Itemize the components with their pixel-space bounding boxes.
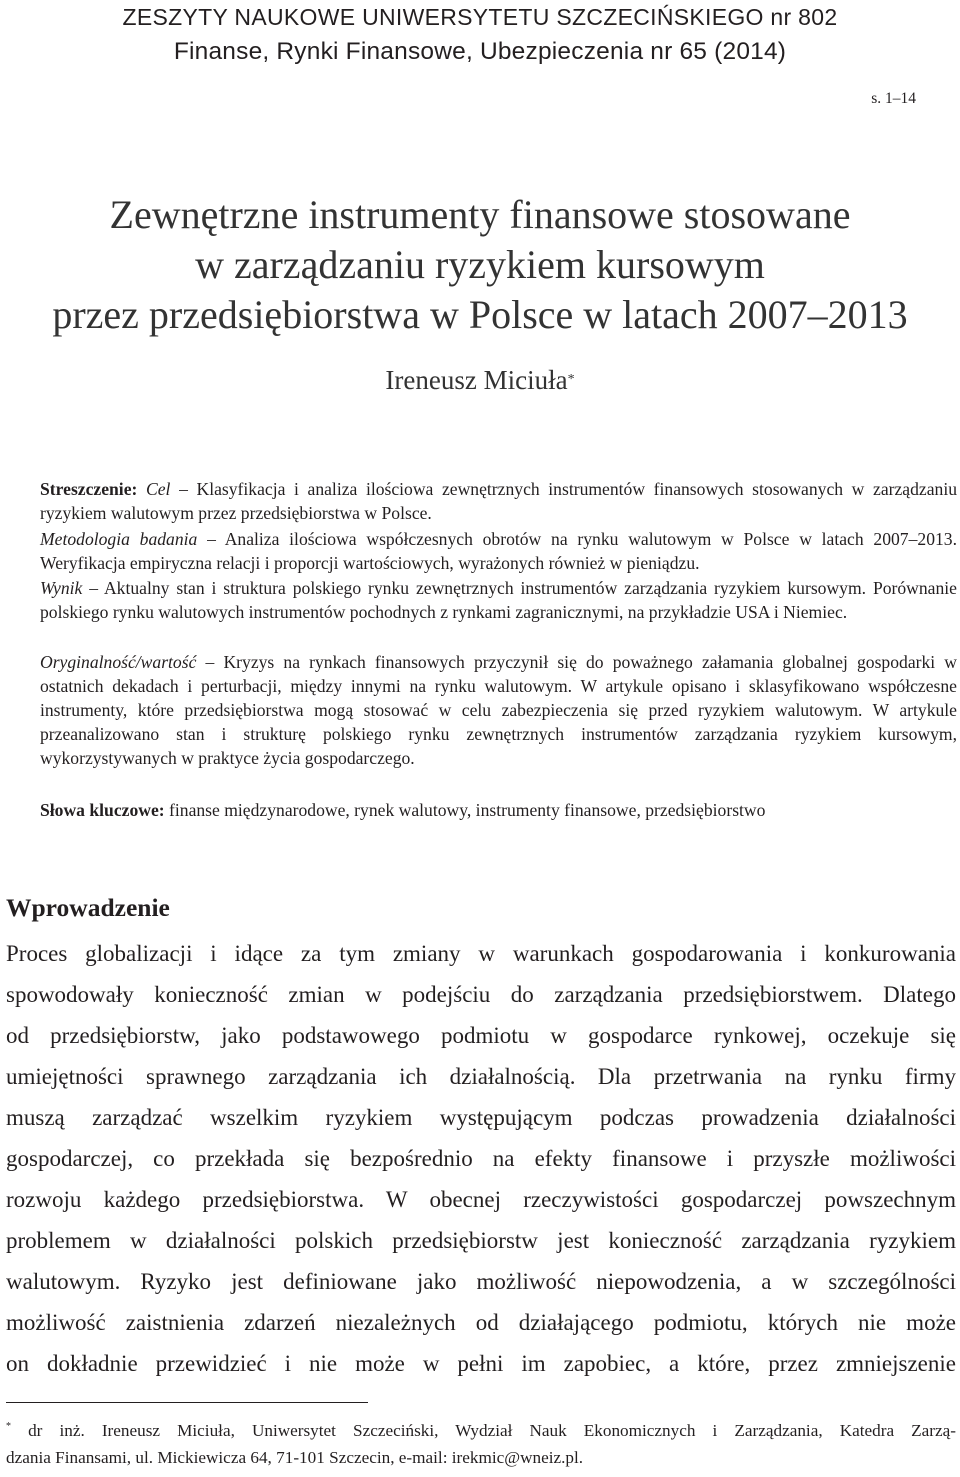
intro-line: spowodowały konieczność zmian w podejściu do zarządzania przedsiębiorstwem. Dlatego <box>6 982 956 1007</box>
intro-line: Proces globalizacji i idące za tym zmiany w warunkach gospodarowania i konkurowania <box>6 941 956 966</box>
article-title-line-3: przez przedsiębiorstwa w Polsce w latach 2007–2013 <box>52 292 908 337</box>
dash: – <box>207 529 216 549</box>
footnote-mark: * <box>6 1421 11 1432</box>
originality-label: Oryginalność/wartość <box>40 652 197 672</box>
keywords <box>40 798 957 822</box>
section-heading: Wprowadzenie <box>6 893 170 922</box>
dash: – <box>89 578 99 598</box>
footnote-divider <box>6 1402 368 1403</box>
intro-line: muszą zarządzać wszelkim ryzykiem występującym podczas prowadzenia działalności <box>6 1105 956 1130</box>
intro-line: walutowym. Ryzyko jest definiowane jako możliwość niepowodzenia, a w szczególności <box>6 1269 956 1294</box>
aim-label: Cel <box>146 479 171 499</box>
footnote-line-1 <box>6 1421 956 1441</box>
intro-line: problemem w działalności polskich przedsiębiorstw jest konieczność zarządzania ryzykiem <box>6 1228 956 1253</box>
intro-line: rozwoju każdego przedsiębiorstwa. W obecnej rzeczywistości gospodarczej powszechnym <box>6 1187 956 1212</box>
dash: – <box>205 652 215 672</box>
intro-line: umiejętności sprawnego zarządzania ich działalnością. Dla przetrwania na rynku firmy <box>6 1064 956 1089</box>
abstract-result <box>40 576 957 624</box>
footnote-text-1: dr inż. Ireneusz Miciuła, Uniwersytet Szczeciński, Wydział Nauk Ekonomicznych i Zarządzania, Katedra Zarzą- <box>28 1421 956 1440</box>
article-title-line-2: w zarządzaniu ryzykiem kursowym <box>195 242 765 287</box>
journal-subtitle: Finanse, Rynki Finansowe, Ubezpieczenia nr 65 (2014) <box>173 38 787 65</box>
dash: – <box>179 479 188 499</box>
methodology-label: Metodologia badania <box>40 529 198 549</box>
keywords-label: Słowa kluczowe: <box>40 800 165 820</box>
author-footnote-mark: * <box>567 372 575 387</box>
intro-line: gospodarczej, co przekłada się bezpośrednio na efekty finansowe i przyszłe możliwości <box>6 1146 956 1171</box>
intro-line: on dokładnie przewidzieć i nie może w pełni im zapobiec, a które, przez zmniejszenie <box>6 1351 956 1376</box>
abstract-label: Streszczenie: <box>40 479 138 499</box>
article-title-line-1: Zewnętrzne instrumenty finansowe stosowane <box>109 192 851 237</box>
page-range: s. 1–14 <box>871 90 916 107</box>
abstract-aim <box>40 477 957 525</box>
methodology-text: Analiza ilościowa współczesnych obrotów na rynku walutowym w Polsce w latach 2007–2013. Weryfikacja empiryczna relacji i proporcji wartościowych, wyrażonych również w pieniądzu. <box>40 529 957 573</box>
originality-text: Kryzys na rynkach finansowych przyczynił się do poważnego załamania globalnej gospodarki w ostatnich dekadach i perturbacji, między innymi na rynku walutowym. W artykule opisano i sklasyfikowano współczesne instrumenty, które przedsiębiorstwa mogą stosować w celu zabezpieczenia się przed ryzykiem walutowym. W artykule przeanalizowano stan i strukturę polskiego rynku zewnętrznych instrumentów zarządzania ryzykiem kursowym, wykorzystywanych w praktyce życia gospodarczego. <box>40 652 958 768</box>
journal-title: ZESZYTY NAUKOWE UNIWERSYTETU SZCZECIŃSKIEGO nr 802 <box>122 4 838 30</box>
footnote-line-2: dzania Finansami, ul. Mickiewicza 64, 71-101 Szczecin, e-mail: irekmic@wneiz.pl. <box>6 1448 584 1467</box>
result-text: Aktualny stan i struktura polskiego rynku zewnętrznych instrumentów zarządzania ryzykiem kursowym. Porównanie polskiego rynku walutowych instrumentów pochodnych z rynkami zagranicznymi, na przykładzie USA i Niemiec. <box>40 578 957 622</box>
author-name: Ireneusz Miciuła <box>385 365 568 395</box>
intro-line: możliwość zaistnienia zdarzeń niezależnych od działającego podmiotu, których nie może <box>6 1310 956 1335</box>
intro-line: od przedsiębiorstw, jako podstawowego podmiotu w gospodarce rynkowej, oczekuje się <box>6 1023 956 1048</box>
result-label: Wynik <box>40 578 83 598</box>
keywords-text: finanse międzynarodowe, rynek walutowy, instrumenty finansowe, przedsiębiorstwo <box>169 800 766 820</box>
abstract-originality <box>40 650 957 770</box>
aim-text: Klasyfikacja i analiza ilościowa zewnętrznych instrumentów finansowych stosowanych w zarządzaniu ryzykiem walutowym przez przedsiębiorstwa w Polsce. <box>40 479 957 523</box>
author <box>0 365 960 396</box>
abstract-methodology <box>40 527 957 575</box>
